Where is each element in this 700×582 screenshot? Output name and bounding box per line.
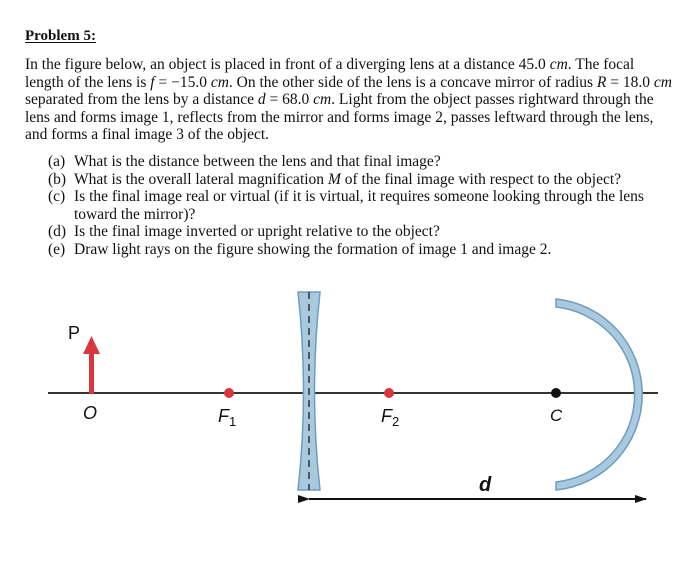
- intro-text-6: separated from the lens by a distance: [25, 91, 258, 108]
- variable-m: M: [327, 170, 341, 188]
- focal-point-2: [384, 388, 394, 398]
- unit-cm: cm: [653, 73, 672, 91]
- question-label: (a): [48, 153, 66, 170]
- unit-cm: cm: [210, 73, 229, 91]
- center-of-curvature-point: [551, 388, 561, 398]
- question-text-post: of the final image with respect to the object?: [340, 170, 622, 188]
- intro-text-8: . Light from the object passes rightward through the lens and forms image 1, reflects from the mirror and forms image 2, passes leftward through the lens, and forms a final image 3 of the object.: [25, 91, 654, 143]
- intro-text-7: = 68.0: [265, 91, 314, 108]
- unit-cm: cm: [549, 56, 568, 73]
- question-text: Is the final image real or virtual (if it is virtual, it requires someone looking through the lens toward the mirror)?: [74, 188, 644, 223]
- object-arrow: [83, 336, 100, 394]
- distance-label: d: [479, 474, 492, 496]
- question-text: What is the distance between the lens and that final image?: [74, 153, 441, 170]
- variable-f: f: [150, 73, 155, 91]
- unit-cm: cm: [313, 91, 332, 108]
- object-top-label: P: [68, 323, 81, 343]
- problem-title: Problem 5:: [25, 28, 96, 44]
- object-base-label: O: [83, 403, 98, 423]
- focal-point-1-label: $F_1$: [218, 406, 237, 429]
- question-label: (d): [48, 223, 67, 240]
- intro-text-4: . On the other side of the lens is a concave mirror of radius: [228, 73, 597, 91]
- intro-text-2: . The focal length of the lens is: [25, 56, 635, 91]
- intro-text-3: = −15.0: [154, 73, 211, 91]
- intro-text-5: = 18.0: [606, 73, 654, 91]
- focal-point-2-label: $F_2$: [381, 406, 400, 429]
- question-label: (e): [48, 240, 66, 258]
- question-text: Draw light rays on the figure showing the formation of image 1 and image 2.: [74, 240, 552, 258]
- question-text-pre: What is the overall lateral magnification: [74, 170, 328, 188]
- question-text: Is the final image inverted or upright relative to the object?: [74, 223, 440, 240]
- intro-text-1: In the figure below, an object is placed in front of a diverging lens at a distance 45.0: [25, 56, 550, 73]
- question-label: (c): [48, 188, 66, 205]
- question-label: (b): [48, 170, 67, 188]
- center-of-curvature-label: C: [550, 406, 563, 425]
- variable-r: R: [596, 73, 607, 91]
- variable-d: d: [257, 91, 266, 108]
- concave-mirror: [556, 299, 642, 490]
- focal-point-1: [224, 388, 234, 398]
